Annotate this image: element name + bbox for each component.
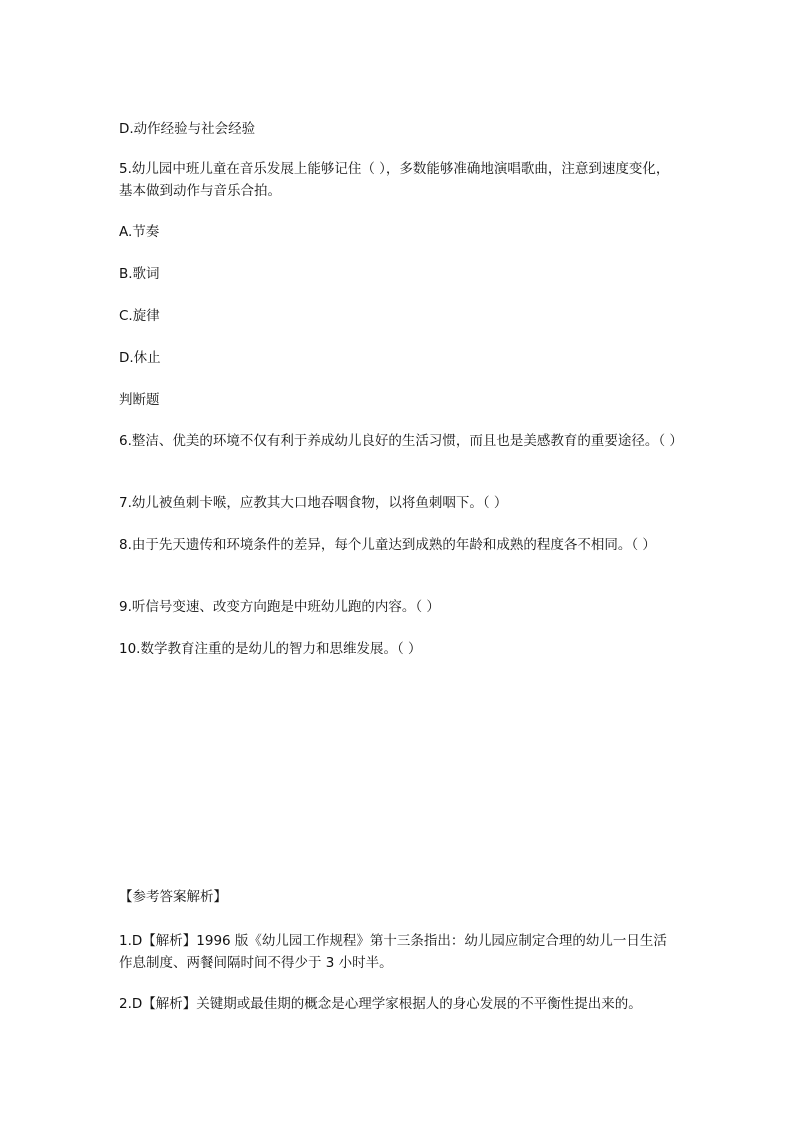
question-6: 6.整洁、优美的环境不仅有利于养成幼儿良好的生活习惯，而且也是美感教育的重要途径。（ ） [119,433,683,449]
q4-option-d: D.动作经验与社会经验 [119,121,256,137]
q5-option-d: D.休止 [119,350,161,366]
answer-section-heading: 【参考答案解析】 [119,889,227,905]
q5-stem: 5.幼儿园中班儿童在音乐发展上能够记住（ ），多数能够准确地演唱歌曲，注意到速度变化，基本做到动作与音乐合拍。 [119,161,670,199]
answer-2: 2.D【解析】关键期或最佳期的概念是心理学家根据人的身心发展的不平衡性提出来的。 [119,996,642,1012]
q5-option-c: C.旋律 [119,308,160,324]
question-7: 7.幼儿被鱼刺卡喉，应教其大口地吞咽食物，以将鱼刺咽下。（ ） [119,495,508,511]
question-9: 9.听信号变速、改变方向跑是中班幼儿跑的内容。（ ） [119,599,440,615]
question-8: 8.由于先天遗传和环境条件的差异，每个儿童达到成熟的年龄和成熟的程度各不相同。（ ） [119,537,656,553]
q5-option-b: B.歌词 [119,266,160,282]
q5-option-a: A.节奏 [119,224,160,240]
section-heading-judgement: 判断题 [119,392,160,408]
question-10: 10.数学教育注重的是幼儿的智力和思维发展。（ ） [119,641,422,657]
answer-1: 1.D【解析】1996 版《幼儿园工作规程》第十三条指出：幼儿园应制定合理的幼儿一日生活作息制度、两餐间隔时间不得少于 3 小时半。 [119,933,667,971]
